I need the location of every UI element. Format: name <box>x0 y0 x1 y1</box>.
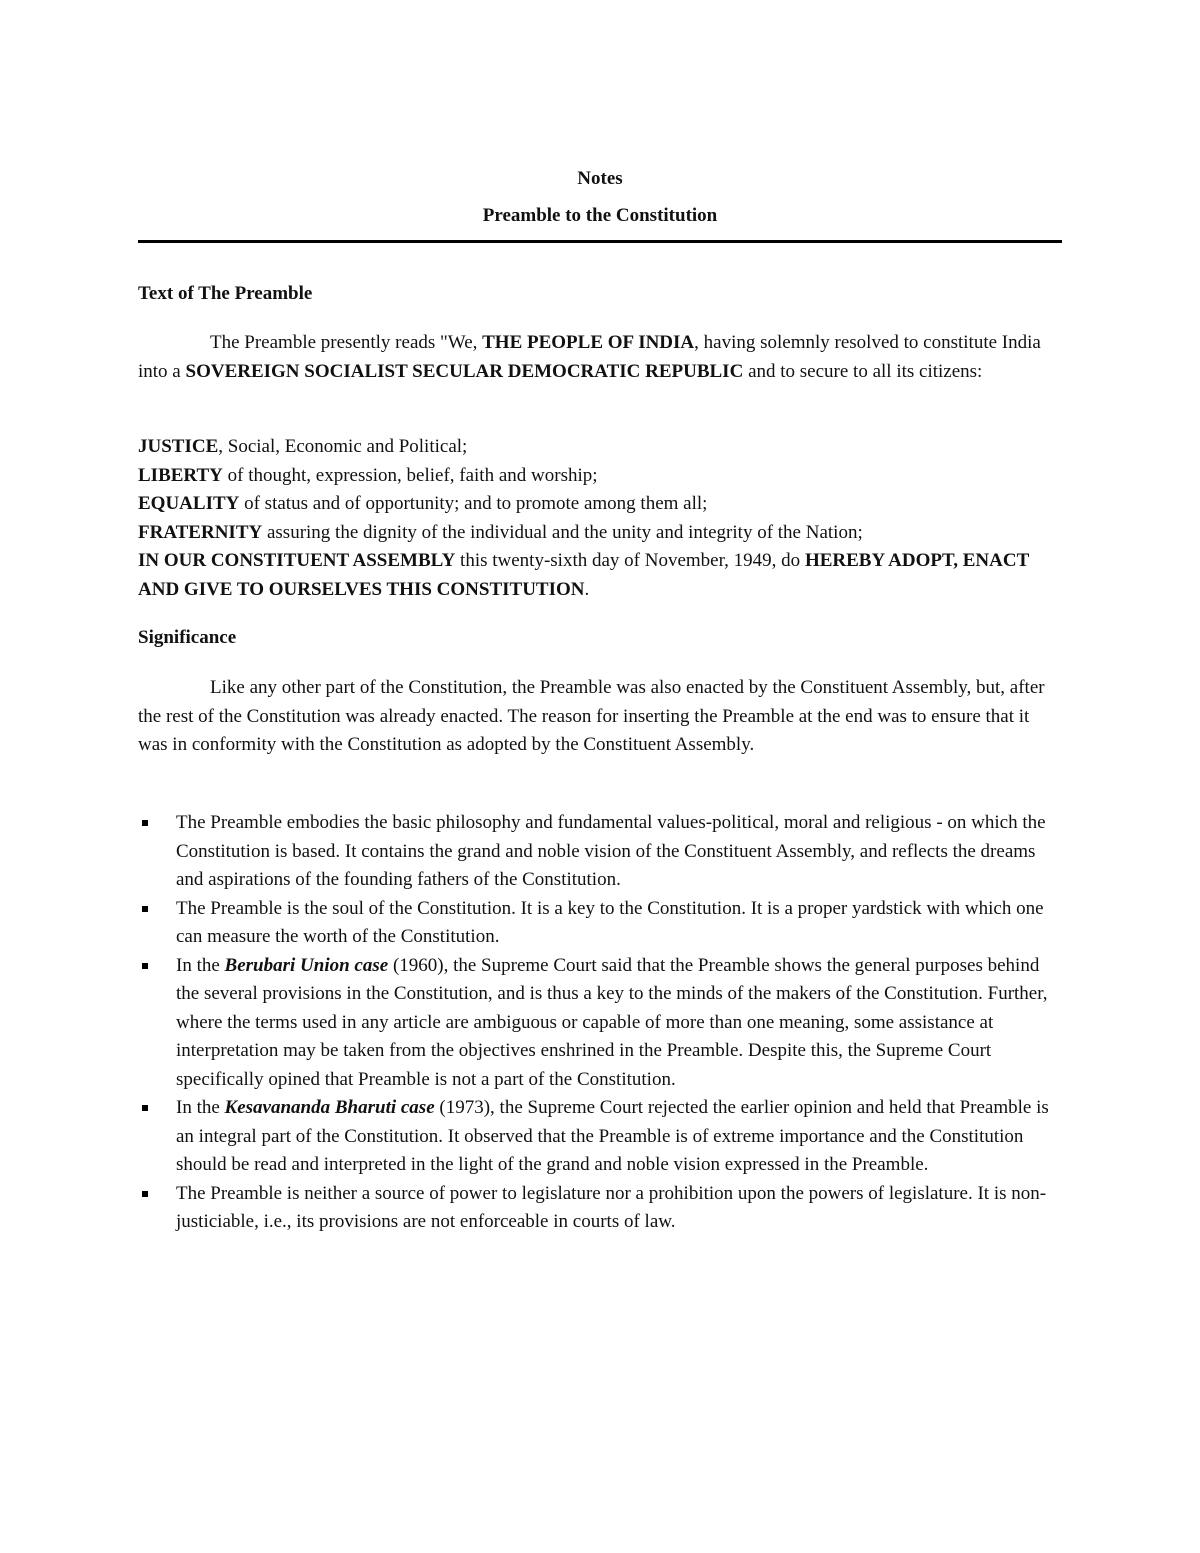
list-item: The Preamble embodies the basic philosophy and fundamental values-political, moral and religious - on which the Constitution is based. It contains the grand and noble vision of the Constituent Assembly, and reflects the dreams and aspirations of the founding fathers of the Constitution. <box>138 809 1062 895</box>
bullet-square-icon <box>142 1105 148 1111</box>
section-heading-significance: Significance <box>138 627 237 648</box>
bullet-square-icon <box>142 906 148 912</box>
line-fraternity: FRATERNITY assuring the dignity of the individual and the unity and integrity of the Nation; <box>138 521 863 543</box>
intro-people: THE PEOPLE OF INDIA <box>482 332 695 353</box>
section-heading-text: Text of The Preamble <box>138 283 313 304</box>
intro-text-3: and to secure to all its citizens: <box>743 360 983 382</box>
bullet-square-icon <box>142 963 148 969</box>
case-name-berubari: Berubari Union case <box>224 954 389 976</box>
intro-republic: SOVEREIGN SOCIALIST SECULAR DEMOCRATIC REPUBLIC <box>185 360 744 382</box>
list-item: In the Kesavananda Bharuti case (1973), the Supreme Court rejected the earlier opinion and held that Preamble is an integral part of the Constitution. It observed that the Preamble is of extreme importance and the Constitution should be read and interpreted in the light of the grand and noble vision expressed in the Preamble. <box>138 1094 1062 1180</box>
page-subtitle: Preamble to the Constitution <box>482 205 718 226</box>
line-closing: IN OUR CONSTITUENT ASSEMBLY this twenty-sixth day of November, 1949, do HEREBY ADOPT, ENACT AND GIVE TO OURSELVES THIS CONSTITUTION. <box>138 550 1029 600</box>
intro-text-2: , having solemnly resolved to constitute India into a <box>138 332 1041 382</box>
preamble-lines <box>138 433 1062 605</box>
preamble-intro <box>138 329 1062 386</box>
bullet-square-icon <box>142 1191 148 1197</box>
line-justice: JUSTICE, Social, Economic and Political; <box>138 436 468 457</box>
list-item: The Preamble is the soul of the Constitution. It is a key to the Constitution. It is a proper yardstick with which one can measure the worth of the Constitution. <box>138 895 1062 952</box>
page-title: Notes <box>577 168 623 189</box>
significance-bullets <box>138 809 1062 1237</box>
bullet-square-icon <box>142 820 148 826</box>
line-liberty: LIBERTY of thought, expression, belief, faith and worship; <box>138 464 598 486</box>
list-item: The Preamble is neither a source of power to legislature nor a prohibition upon the powers of legislature. It is non-justiciable, i.e., its provisions are not enforceable in courts of law. <box>138 1180 1062 1237</box>
significance-paragraph: Like any other part of the Constitution, the Preamble was also enacted by the Constituent Assembly, but, after the rest of the Constitution was already enacted. The reason for inserting the Preamble at the end was to ensure that it was in conformity with the Constitution as adopted by the Constituent Assembly. <box>138 677 1045 756</box>
header-divider <box>138 240 1062 243</box>
case-name-kesavananda: Kesavananda Bharuti case <box>224 1097 435 1118</box>
list-item: In the Berubari Union case (1960), the Supreme Court said that the Preamble shows the general purposes behind the several provisions in the Constitution, and is thus a key to the minds of the makers of the Constitution. Further, where the terms used in any article are ambiguous or capable of more than one meaning, some assistance at interpretation may be taken from the objectives enshrined in the Preamble. Despite this, the Supreme Court specifically opined that Preamble is not a part of the Constitution. <box>138 952 1062 1095</box>
intro-text-1: The Preamble presently reads "We, <box>210 332 483 353</box>
line-equality: EQUALITY of status and of opportunity; and to promote among them all; <box>138 493 708 515</box>
